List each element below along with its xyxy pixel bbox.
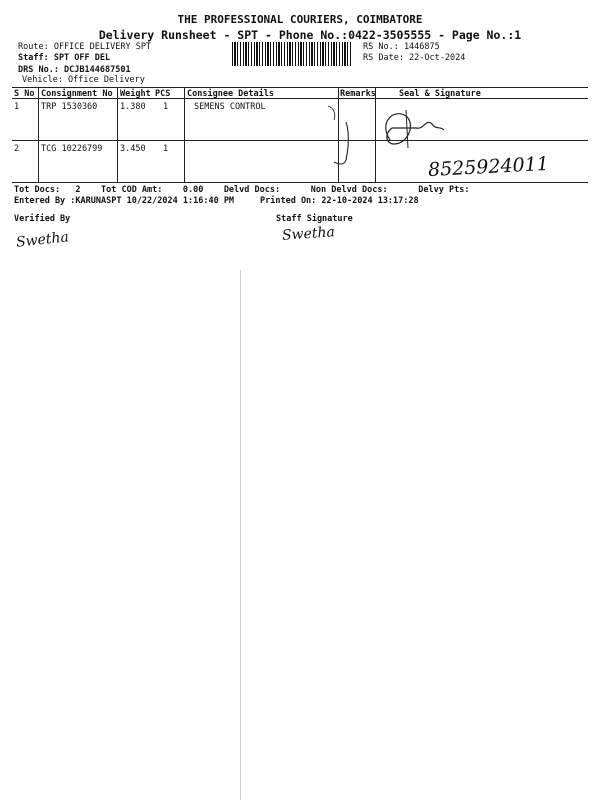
rs-number: RS No.: 1446875 xyxy=(363,42,440,52)
handwritten-phone: 8525924011 xyxy=(427,152,550,182)
staff-signature-label: Staff Signature xyxy=(276,214,353,224)
barcode-image xyxy=(232,42,352,66)
cell-weight: 3.450 xyxy=(120,144,146,154)
col-header-pcs: PCS xyxy=(155,89,171,99)
page-fold-line xyxy=(240,270,241,800)
verified-by-label: Verified By xyxy=(14,214,71,224)
col-header-weight: Weight xyxy=(120,89,151,99)
staff-label: Staff: SPT OFF DEL xyxy=(18,53,111,63)
company-name: THE PROFESSIONAL COURIERS, COIMBATORE xyxy=(177,13,423,26)
col-header-remarks: Remarks xyxy=(340,89,376,99)
cell-sno: 1 xyxy=(14,102,20,112)
vehicle-label: Vehicle: Office Delivery xyxy=(22,75,145,85)
cell-sno: 2 xyxy=(14,144,20,154)
cell-pcs: 1 xyxy=(163,144,169,154)
drs-label: DRS No.: DCJB144687501 xyxy=(18,65,131,75)
col-header-sno: S No xyxy=(14,89,35,99)
cell-consignment: TRP 1530360 xyxy=(41,102,98,112)
col-header-consignee: Consignee Details xyxy=(187,89,274,99)
cell-weight: 1.380 xyxy=(120,102,146,112)
staff-signature: Swetha xyxy=(281,224,336,244)
runsheet-title: Delivery Runsheet - SPT - Phone No.:0422-3505555 - Page No.:1 xyxy=(98,28,522,42)
rs-date: RS Date: 22-Oct-2024 xyxy=(363,53,466,63)
entered-by: Entered By :KARUNASPT 10/22/2024 1:16:40 PM xyxy=(14,196,235,206)
verified-signature: Swetha xyxy=(15,229,70,251)
totals-line: Tot Docs: 2 Tot COD Amt: 0.00 Delvd Docs: Non Delvd Docs: Delvy Pts: xyxy=(14,185,470,195)
cell-consignment: TCG 10226799 xyxy=(41,144,103,154)
cell-consignee: SEMENS CONTROL xyxy=(194,102,266,112)
cell-pcs: 1 xyxy=(163,102,169,112)
col-header-consignment: Consignment No xyxy=(41,89,113,99)
col-header-seal: Seal & Signature xyxy=(399,89,481,99)
printed-on: Printed On: 22-10-2024 13:17:28 xyxy=(260,196,419,206)
route-label: Route: OFFICE DELIVERY SPT xyxy=(18,42,152,52)
